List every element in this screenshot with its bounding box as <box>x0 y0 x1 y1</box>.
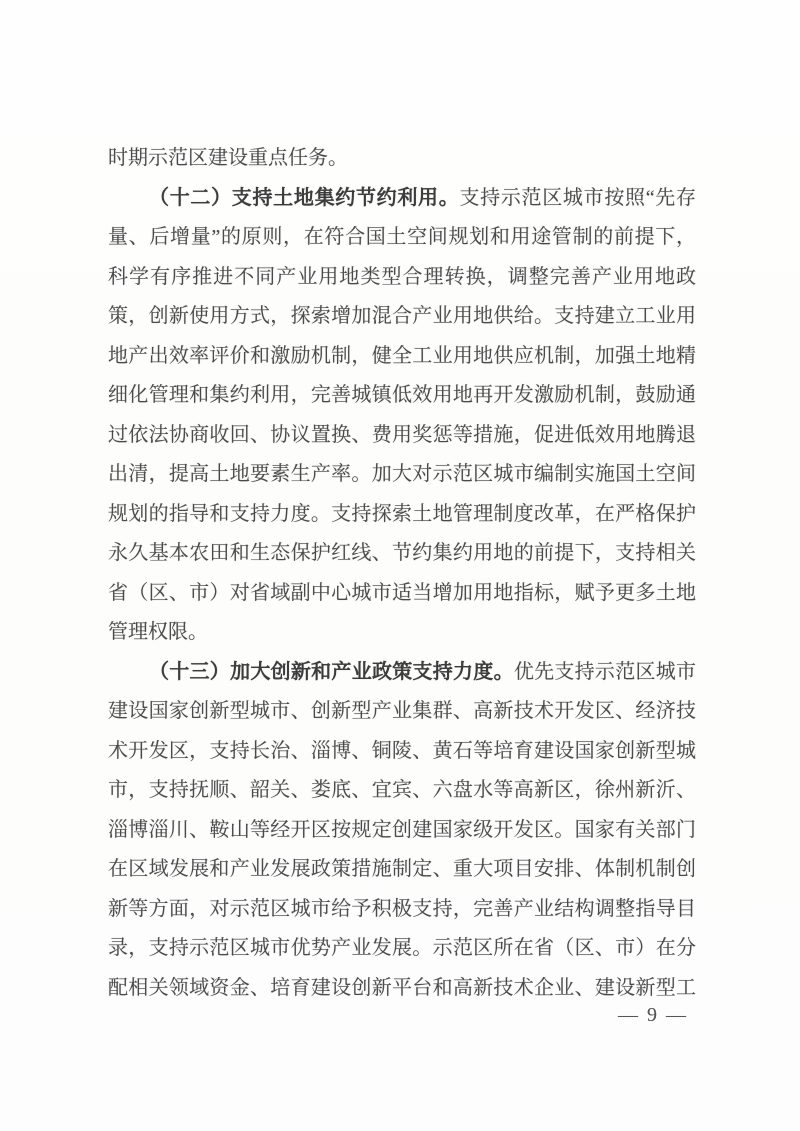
text-segment: 建设国家创新型城市、创新型产业集群、高新技术开发区、经济技 <box>108 700 696 722</box>
text-line <box>108 969 696 1009</box>
text-line <box>108 218 696 258</box>
section-heading-segment: （十三）加大创新和产业政策支持力度。 <box>149 660 514 683</box>
text-line <box>108 495 696 535</box>
text-line <box>108 653 696 693</box>
text-line <box>108 732 696 772</box>
text-segment: 管理权限。 <box>108 621 208 643</box>
text-segment: 过依法协商收回、协议置换、费用奖惩等措施，促进低效用地腾退 <box>108 423 696 446</box>
text-segment: 术开发区，支持长治、淄博、铜陵、黄石等培育建设国家创新型城 <box>108 739 696 762</box>
text-segment: 优先支持示范区城市 <box>513 660 696 683</box>
text-line <box>108 416 696 456</box>
text-line <box>108 613 696 653</box>
text-line <box>108 929 696 969</box>
text-line <box>108 455 696 495</box>
text-line <box>108 890 696 930</box>
text-segment: 支持示范区城市按照“先存 <box>459 186 696 209</box>
text-segment: 在区域发展和产业发展政策措施制定、重大项目安排、体制机制创 <box>108 858 696 880</box>
text-line <box>108 534 696 574</box>
text-segment: 时期示范区建设重点任务。 <box>108 147 348 169</box>
text-line <box>108 811 696 851</box>
page-number: — 9 — <box>618 1004 688 1026</box>
text-line <box>108 376 696 416</box>
text-segment: 出清，提高土地要素生产率。加大对示范区城市编制实施国土空间 <box>108 463 696 485</box>
text-segment: 录，支持示范区城市优势产业发展。示范区所在省（区、市）在分 <box>108 937 696 959</box>
text-line <box>108 179 696 219</box>
text-line <box>108 139 696 179</box>
text-segment: 地产出效率评价和激励机制，健全工业用地供应机制，加强土地精 <box>108 344 696 367</box>
text-line <box>108 258 696 298</box>
text-segment: 配相关领域资金、培育建设创新平台和高新技术企业、建设新型工 <box>108 976 696 999</box>
text-segment: 新等方面，对示范区城市给予积极支持，完善产业结构调整指导目 <box>108 897 696 920</box>
text-segment: 规划的指导和支持力度。支持探索土地管理制度改革，在严格保护 <box>108 502 696 525</box>
text-segment: 细化管理和集约利用，完善城镇低效用地再开发激励机制，鼓励通 <box>108 384 696 406</box>
text-line <box>108 692 696 732</box>
document-text <box>108 139 696 1008</box>
text-line <box>108 850 696 890</box>
text-line <box>108 297 696 337</box>
text-line <box>108 337 696 377</box>
text-segment: 科学有序推进不同产业用地类型合理转换，调整完善产业用地政 <box>108 265 696 288</box>
text-segment: 市，支持抚顺、韶关、娄底、宜宾、六盘水等高新区，徐州新沂、 <box>108 779 696 801</box>
text-segment: 淄博淄川、鞍山等经开区按规定创建国家级开发区。国家有关部门 <box>108 818 696 841</box>
section-heading-segment: （十二）支持土地集约节约利用。 <box>149 186 460 209</box>
text-segment: 策，创新使用方式，探索增加混合产业用地供给。支持建立工业用 <box>108 305 696 327</box>
text-segment: 省（区、市）对省域副中心城市适当增加用地指标，赋予更多土地 <box>108 581 696 604</box>
text-segment: 永久基本农田和生态保护红线、节约集约用地的前提下，支持相关 <box>108 542 696 564</box>
text-line <box>108 574 696 614</box>
text-line <box>108 771 696 811</box>
text-segment: 量、后增量”的原则，在符合国土空间规划和用途管制的前提下， <box>108 226 696 248</box>
